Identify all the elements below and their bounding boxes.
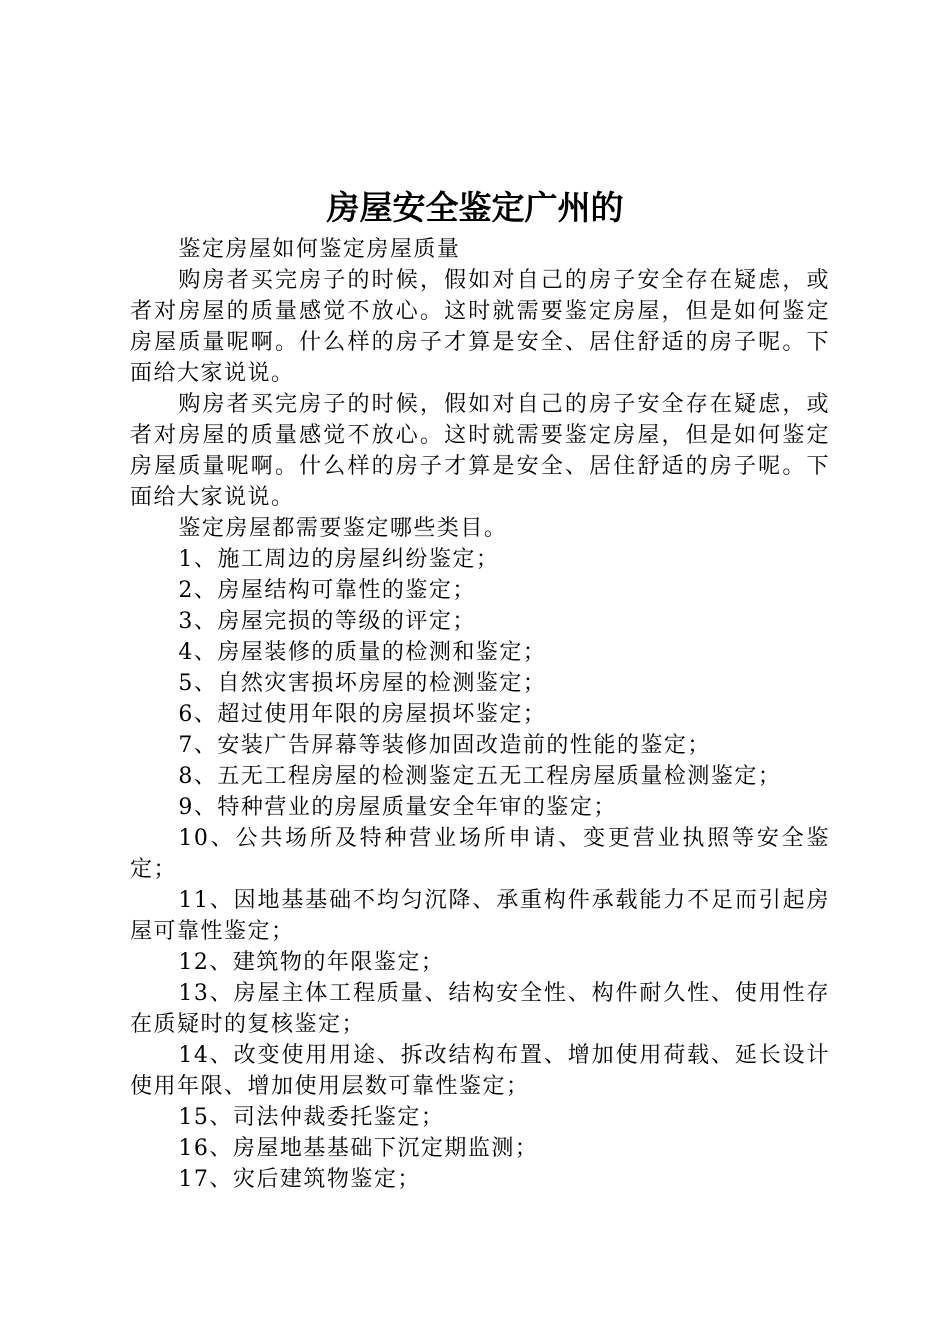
list-item: 16、房屋地基基础下沉定期监测； [178, 1136, 539, 1161]
list-item: 6、超过使用年限的房屋损坏鉴定； [178, 702, 547, 727]
paragraph: 购房者买完房子的时候，假如对自己的房子安全存在疑虑，或者对房屋的质量感觉不放心。这时就需要鉴定房屋，但是如何鉴定房屋质量呢啊。什么样的房子才算是安全、居住舒适的房子呢。下面给大家说说。 [130, 392, 830, 510]
paragraph: 购房者买完房子的时候，假如对自己的房子安全存在疑虑，或者对房屋的质量感觉不放心。这时就需要鉴定房屋，但是如何鉴定房屋质量呢啊。什么样的房子才算是安全、居住舒适的房子呢。下面给大家说说。 [130, 268, 830, 386]
page-title: 房屋安全鉴定广州的 [326, 188, 624, 227]
list-item: 12、建筑物的年限鉴定； [178, 950, 445, 975]
list-item: 8、五无工程房屋的检测鉴定五无工程房屋质量检测鉴定； [178, 764, 782, 789]
paragraph: 鉴定房屋都需要鉴定哪些类目。 [178, 516, 508, 541]
list-item: 11、因地基基础不均匀沉降、承重构件承载能力不足而引起房屋可靠性鉴定； [130, 888, 830, 944]
document-body [130, 234, 830, 1195]
list-item: 17、灾后建筑物鉴定； [178, 1167, 421, 1192]
list-item: 14、改变使用用途、拆改结构布置、增加使用荷载、延长设计使用年限、增加使用层数可靠性鉴定； [130, 1043, 830, 1099]
list-item: 13、房屋主体工程质量、结构安全性、构件耐久性、使用性存在质疑时的复核鉴定； [130, 981, 830, 1037]
list-item: 15、司法仲裁委托鉴定； [178, 1105, 445, 1130]
list-item: 2、房屋结构可靠性的鉴定； [178, 578, 476, 603]
list-item: 7、安装广告屏幕等装修加固改造前的性能的鉴定； [178, 733, 711, 758]
list-item: 3、房屋完损的等级的评定； [178, 609, 476, 634]
list-item: 4、房屋装修的质量的检测和鉴定； [178, 640, 547, 665]
list-item: 5、自然灾害损坏房屋的检测鉴定； [178, 671, 547, 696]
paragraph: 鉴定房屋如何鉴定房屋质量 [178, 237, 461, 262]
list-item: 1、施工周边的房屋纠纷鉴定； [178, 547, 500, 572]
list-item: 9、特种营业的房屋质量安全年审的鉴定； [178, 795, 617, 820]
list-item: 10、公共场所及特种营业场所申请、变更营业执照等安全鉴定； [130, 826, 830, 882]
